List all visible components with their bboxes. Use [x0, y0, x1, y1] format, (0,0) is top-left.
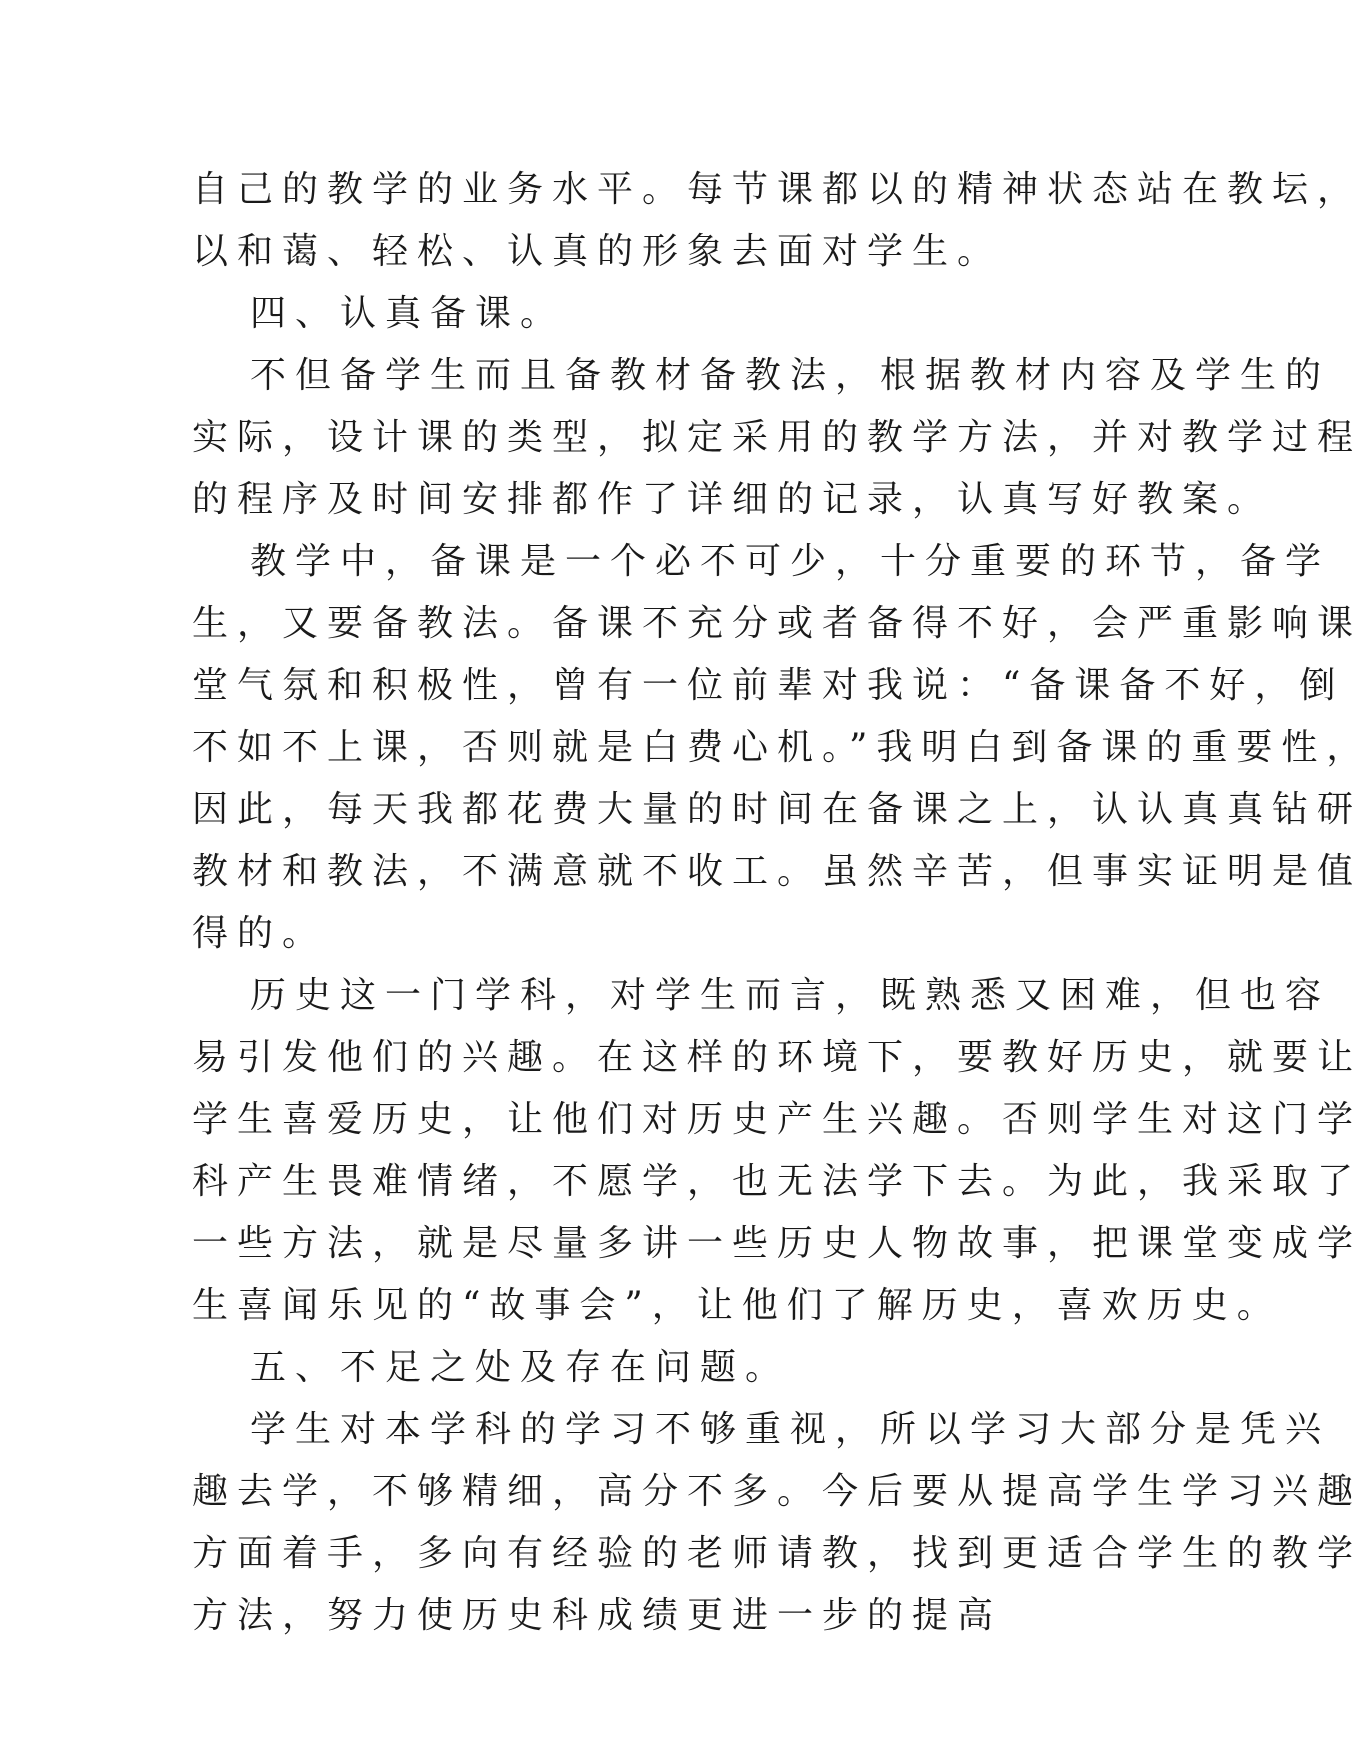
text-line: 学生对本学科的学习不够重视，所以学习大部分是凭兴: [250, 1409, 1331, 1450]
text-line: 以和蔼、轻松、认真的形象去面对学生。: [192, 231, 1003, 272]
text-line: 的程序及时间安排都作了详细的记录，认真写好教案。: [192, 479, 1273, 520]
text-line: 方面着手，多向有经验的老师请教，找到更适合学生的教学: [192, 1533, 1363, 1574]
text-line: 历史这一门学科，对学生而言，既熟悉又困难，但也容: [250, 975, 1331, 1016]
text-line: 趣去学，不够精细，高分不多。今后要从提高学生学习兴趣: [192, 1471, 1363, 1512]
section-heading-4: 四、认真备课。: [250, 293, 566, 334]
text-line: 易引发他们的兴趣。在这样的环境下，要教好历史，就要让: [192, 1037, 1363, 1078]
text-line: 教材和教法，不满意就不收工。虽然辛苦，但事实证明是值: [192, 851, 1363, 892]
text-line: 自己的教学的业务水平。每节课都以的精神状态站在教坛，: [192, 169, 1363, 210]
text-line: 教学中，备课是一个必不可少，十分重要的环节，备学: [250, 541, 1331, 582]
section-heading-5: 五、不足之处及存在问题。: [250, 1347, 791, 1388]
document-body: [192, 159, 1371, 1647]
text-line: 生喜闻乐见的“故事会”，让他们了解历史，喜欢历史。: [192, 1285, 1282, 1326]
text-line: 科产生畏难情绪，不愿学，也无法学下去。为此，我采取了: [192, 1161, 1363, 1202]
text-line: 学生喜爱历史，让他们对历史产生兴趣。否则学生对这门学: [192, 1099, 1363, 1140]
text-line: 不如不上课，否则就是白费心机。”我明白到备课的重要性，: [192, 727, 1371, 768]
text-line: 堂气氛和积极性，曾有一位前辈对我说：“备课备不好，倒: [192, 665, 1345, 706]
text-line: 不但备学生而且备教材备教法，根据教材内容及学生的: [250, 355, 1331, 396]
text-line: 实际，设计课的类型，拟定采用的教学方法，并对教学过程: [192, 417, 1363, 458]
text-line: 生，又要备教法。备课不充分或者备得不好，会严重影响课: [192, 603, 1363, 644]
text-line: 因此，每天我都花费大量的时间在备课之上，认认真真钻研: [192, 789, 1363, 830]
text-line: 一些方法，就是尽量多讲一些历史人物故事，把课堂变成学: [192, 1223, 1363, 1264]
text-line: 方法，努力使历史科成绩更进一步的提高: [192, 1595, 1003, 1636]
text-line: 得的。: [192, 913, 328, 954]
